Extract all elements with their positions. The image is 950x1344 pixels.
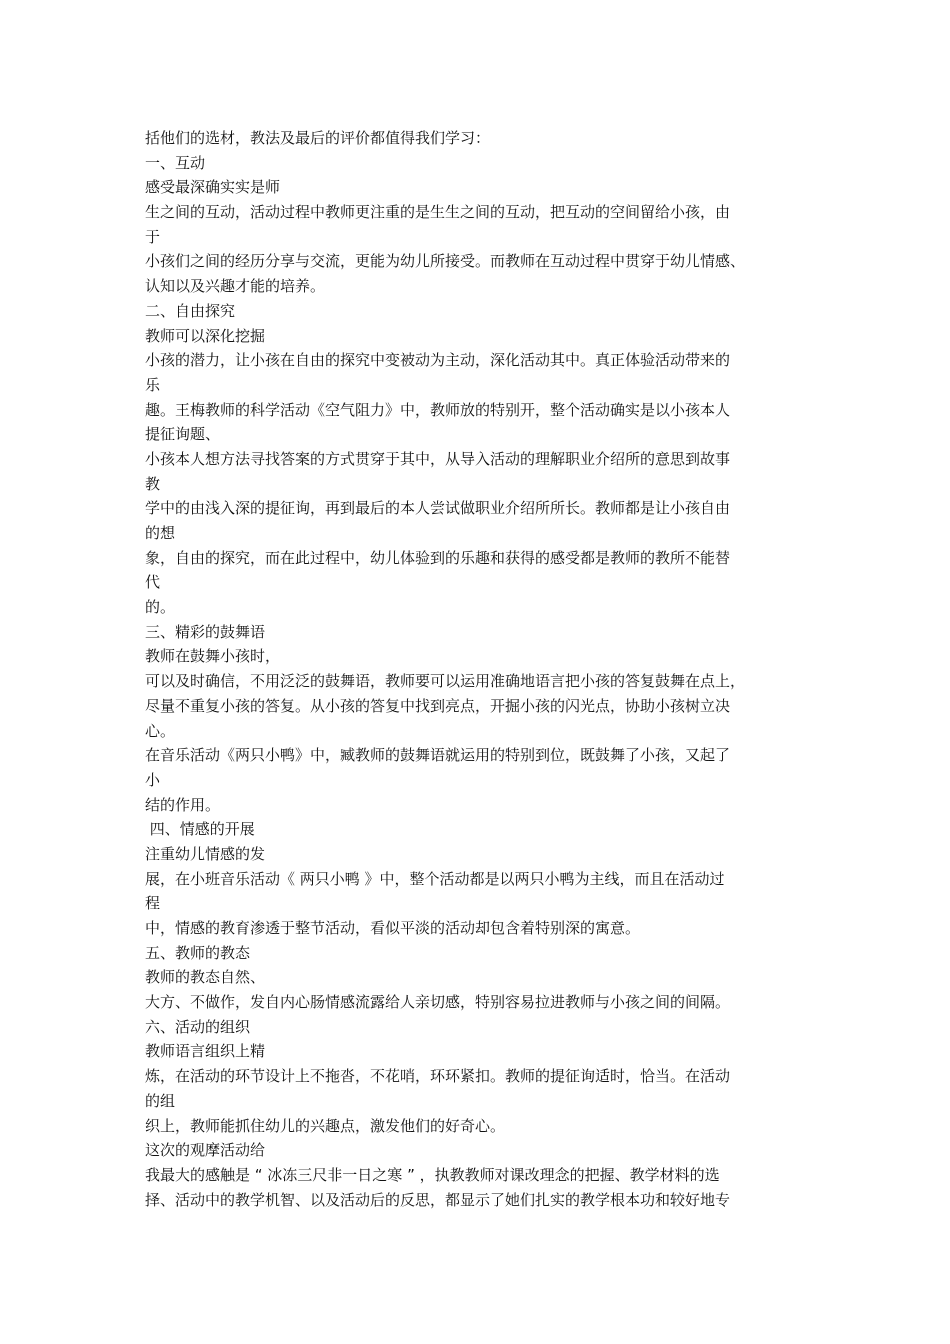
text-line: 择、活动中的教学机智、以及活动后的反思，都显示了她们扎实的教学根本功和较好地专 <box>145 1190 731 1209</box>
text-line: 感受最深确实实是师 <box>145 178 281 197</box>
text-line: 小 <box>145 770 161 789</box>
text-line: 尽量不重复小孩的答复。从小孩的答复中找到亮点，开掘小孩的闪光点，协助小孩树立决 <box>145 696 731 715</box>
text-line: 于 <box>145 227 161 246</box>
text-line: 教师可以深化挖掘 <box>145 326 266 345</box>
text-line: 乐 <box>145 375 161 394</box>
text-line: 代 <box>145 573 161 592</box>
text-line: 注重幼儿情感的发 <box>145 844 266 863</box>
text-line: 小孩的潜力，让小孩在自由的探究中变被动为主动，深化活动其中。真正体验活动带来的 <box>145 351 731 370</box>
text-line: 六、活动的组织 <box>145 1017 251 1036</box>
text-line: 的。 <box>145 598 176 617</box>
text-line: 小孩们之间的经历分享与交流，更能为幼儿所接受。而教师在互动过程中贯穿于幼儿情感、 <box>145 252 746 271</box>
text-line: 三、精彩的鼓舞语 <box>145 622 266 641</box>
text-line: 教师在鼓舞小孩时， <box>145 647 281 666</box>
text-line: 大方、不做作，发自内心肠情感流露给人亲切感，特别容易拉进教师与小孩之间的间隔。 <box>145 993 731 1012</box>
text-line: 象，自由的探究，而在此过程中，幼儿体验到的乐趣和获得的感受都是教师的教所不能替 <box>145 548 731 567</box>
text-line: 中，情感的教育渗透于整节活动，看似平淡的活动却包含着特别深的寓意。 <box>145 919 641 937</box>
text-line: 二、自由探究 <box>145 301 236 320</box>
document-body-text <box>145 126 815 1212</box>
text-line: 织上，教师能抓住幼儿的兴趣点，激发他们的好奇心。 <box>145 1116 506 1135</box>
text-line: 展，在小班音乐活动《 两只小鸭 》中，整个活动都是以两只小鸭为主线，而且在活动过 <box>145 869 725 888</box>
text-line: 炼，在活动的环节设计上不拖沓，不花哨，环环紧扣。教师的提征询适时，恰当。在活动 <box>145 1067 731 1086</box>
text-line: 认知以及兴趣才能的培养。 <box>145 277 326 296</box>
text-line: 我最大的感触是 “ 冰冻三尺非一日之寒 ” ，执教教师对课改理念的把握、教学材料的选 <box>145 1165 720 1184</box>
text-line: 这次的观摩活动给 <box>145 1141 266 1160</box>
text-line: 趣。王梅教师的科学活动《空气阻力》中，教师放的特别开，整个活动确实是以小孩本人 <box>145 400 731 419</box>
text-line: 程 <box>145 894 161 913</box>
text-line: 心。 <box>145 721 176 740</box>
text-line: 可以及时确信，不用泛泛的鼓舞语，教师要可以运用准确地语言把小孩的答复鼓舞在点上， <box>145 672 746 691</box>
text-line: 结的作用。 <box>145 795 221 814</box>
text-line: 四、情感的开展 <box>145 820 255 839</box>
text-line: 的组 <box>145 1091 176 1110</box>
text-line: 在音乐活动《两只小鸭》中，臧教师的鼓舞语就运用的特别到位，既鼓舞了小孩，又起了 <box>145 746 731 765</box>
text-line: 教师的教态自然、 <box>145 968 266 987</box>
text-line: 教 <box>145 474 161 493</box>
text-line: 提征询题、 <box>145 425 221 444</box>
text-line: 教师语言组织上精 <box>145 1042 266 1061</box>
text-line: 生之间的互动，活动过程中教师更注重的是生生之间的互动，把互动的空间留给小孩，由 <box>145 203 731 222</box>
text-line: 一、互动 <box>145 153 206 172</box>
text-line: 学中的由浅入深的提征询，再到最后的本人尝试做职业介绍所所长。教师都是让小孩自由 <box>145 499 731 518</box>
text-line: 五、教师的教态 <box>145 943 251 962</box>
text-line: 的想 <box>145 524 176 542</box>
text-line: 括他们的选材，教法及最后的评价都值得我们学习： <box>145 129 491 147</box>
text-line: 小孩本人想方法寻找答案的方式贯穿于其中，从导入活动的理解职业介绍所的意思到故事 <box>145 449 731 468</box>
